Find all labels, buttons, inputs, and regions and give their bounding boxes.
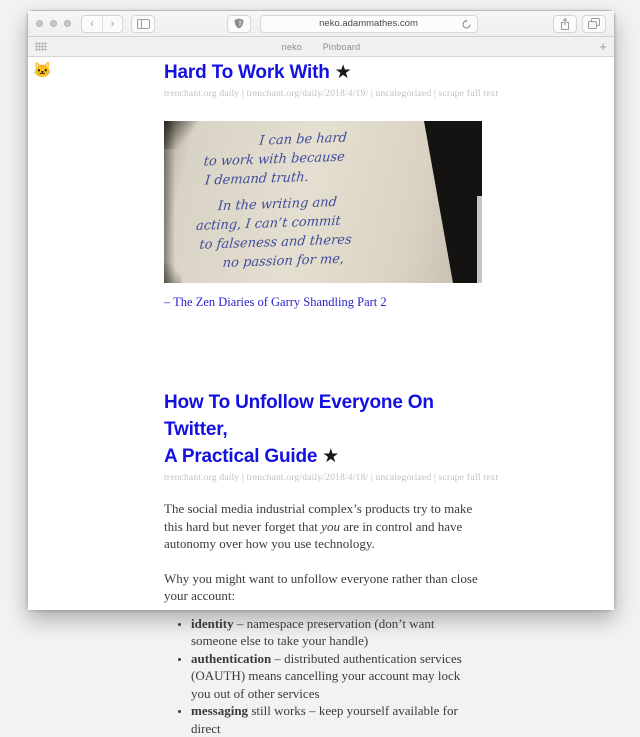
list-item-text: – distributed authentication services (OAUTH) means cancelling your account may lock you out of other services	[191, 651, 462, 701]
site-cat-emoji: 🐱	[33, 61, 52, 79]
handwritten-note	[190, 126, 424, 274]
reasons-list	[164, 615, 482, 737]
minimize-window-button[interactable]	[50, 20, 57, 27]
post-title-line2: A Practical Guide	[164, 446, 317, 467]
post-meta: trenchant.org daily | trenchant.org/daily/2018/4/18/ | uncategorized | scrape full text	[164, 473, 482, 483]
window-controls	[36, 20, 71, 27]
list-item-text: – namespace preservation (don’t want someone else to take your handle)	[191, 616, 434, 649]
post-meta: trenchant.org daily | trenchant.org/daily/2018/4/19/ | uncategorized | scrape full text	[164, 89, 482, 99]
list-item	[191, 702, 482, 737]
handwriting-line: to falseness and theres	[199, 228, 416, 255]
back-button[interactable]: ‹	[82, 16, 102, 32]
sidebar-icon	[137, 19, 150, 29]
photo-black-band	[424, 121, 482, 283]
tab-neko[interactable]: neko	[282, 42, 302, 52]
paragraph-1	[164, 500, 482, 553]
address-bar[interactable]	[260, 15, 478, 33]
list-item	[191, 650, 482, 703]
paragraph-1-emphasis: you	[321, 519, 340, 534]
handwriting-line: I can be hard	[259, 126, 425, 151]
handwriting-line: no passion for me,	[222, 247, 414, 273]
list-item	[191, 615, 482, 650]
handwriting-line: I demand truth.	[204, 164, 421, 191]
handwriting-line: acting, I can’t commit	[195, 209, 417, 236]
post-title-link[interactable]	[164, 392, 434, 467]
photo-corner-shadow-bottom-left	[164, 263, 182, 283]
handwriting-line: In the writing and	[217, 190, 419, 216]
handwriting-photo	[164, 121, 482, 283]
photo-right-edge	[477, 196, 482, 283]
list-item-text: still works – keep yourself available for direct	[191, 703, 458, 736]
paragraph-2: Why you might want to unfollow everyone rather than close your account:	[164, 570, 482, 605]
star-icon: ★	[335, 62, 352, 83]
post-hard-to-work-with	[164, 59, 482, 311]
url-area	[155, 15, 549, 33]
extension-button[interactable]	[227, 15, 251, 33]
reload-icon	[461, 19, 472, 30]
nav-buttons	[81, 15, 123, 33]
tab-labels	[28, 42, 614, 52]
post-title	[164, 59, 482, 86]
shield-icon	[234, 18, 244, 29]
list-item-term: messaging	[191, 703, 248, 718]
tabs-icon	[588, 18, 600, 29]
forward-button[interactable]: ›	[102, 16, 122, 32]
tab-pinboard[interactable]: Pinboard	[323, 42, 361, 52]
page-content	[28, 57, 614, 610]
photo-corner-shadow-top-left	[164, 121, 198, 149]
post-unfollow-everyone	[164, 389, 482, 737]
browser-toolbar	[28, 11, 614, 37]
post-title-link[interactable]: Hard To Work With	[164, 62, 330, 83]
tab-overview-button[interactable]	[582, 15, 606, 33]
reload-button[interactable]	[461, 19, 472, 30]
sidebar-button[interactable]	[131, 15, 155, 33]
share-icon	[560, 18, 570, 30]
paragraph-1-text: are in control and have autonomy over how you use technology.	[164, 519, 462, 552]
handwriting-line: to work with because	[203, 145, 423, 172]
paragraph-1-text: The social media industrial complex’s products try to make this hard but never forget that	[164, 501, 472, 534]
list-item-term: identity	[191, 616, 234, 631]
tab-bar	[28, 37, 614, 57]
url-text: neko.adammathes.com	[319, 18, 418, 29]
new-tab-button[interactable]: +	[599, 40, 607, 53]
share-button[interactable]	[553, 15, 577, 33]
photo-caption	[164, 293, 482, 311]
post-title	[164, 389, 482, 470]
caption-link[interactable]: – The Zen Diaries of Garry Shandling Part 2	[164, 295, 387, 309]
content-column	[164, 57, 482, 737]
list-item-term: authentication	[191, 651, 271, 666]
post-title-line1: How To Unfollow Everyone On Twitter,	[164, 392, 434, 440]
safari-window	[27, 10, 615, 610]
star-icon: ★	[322, 446, 339, 467]
close-window-button[interactable]	[36, 20, 43, 27]
zoom-window-button[interactable]	[64, 20, 71, 27]
toolbar-right-buttons	[553, 15, 606, 33]
